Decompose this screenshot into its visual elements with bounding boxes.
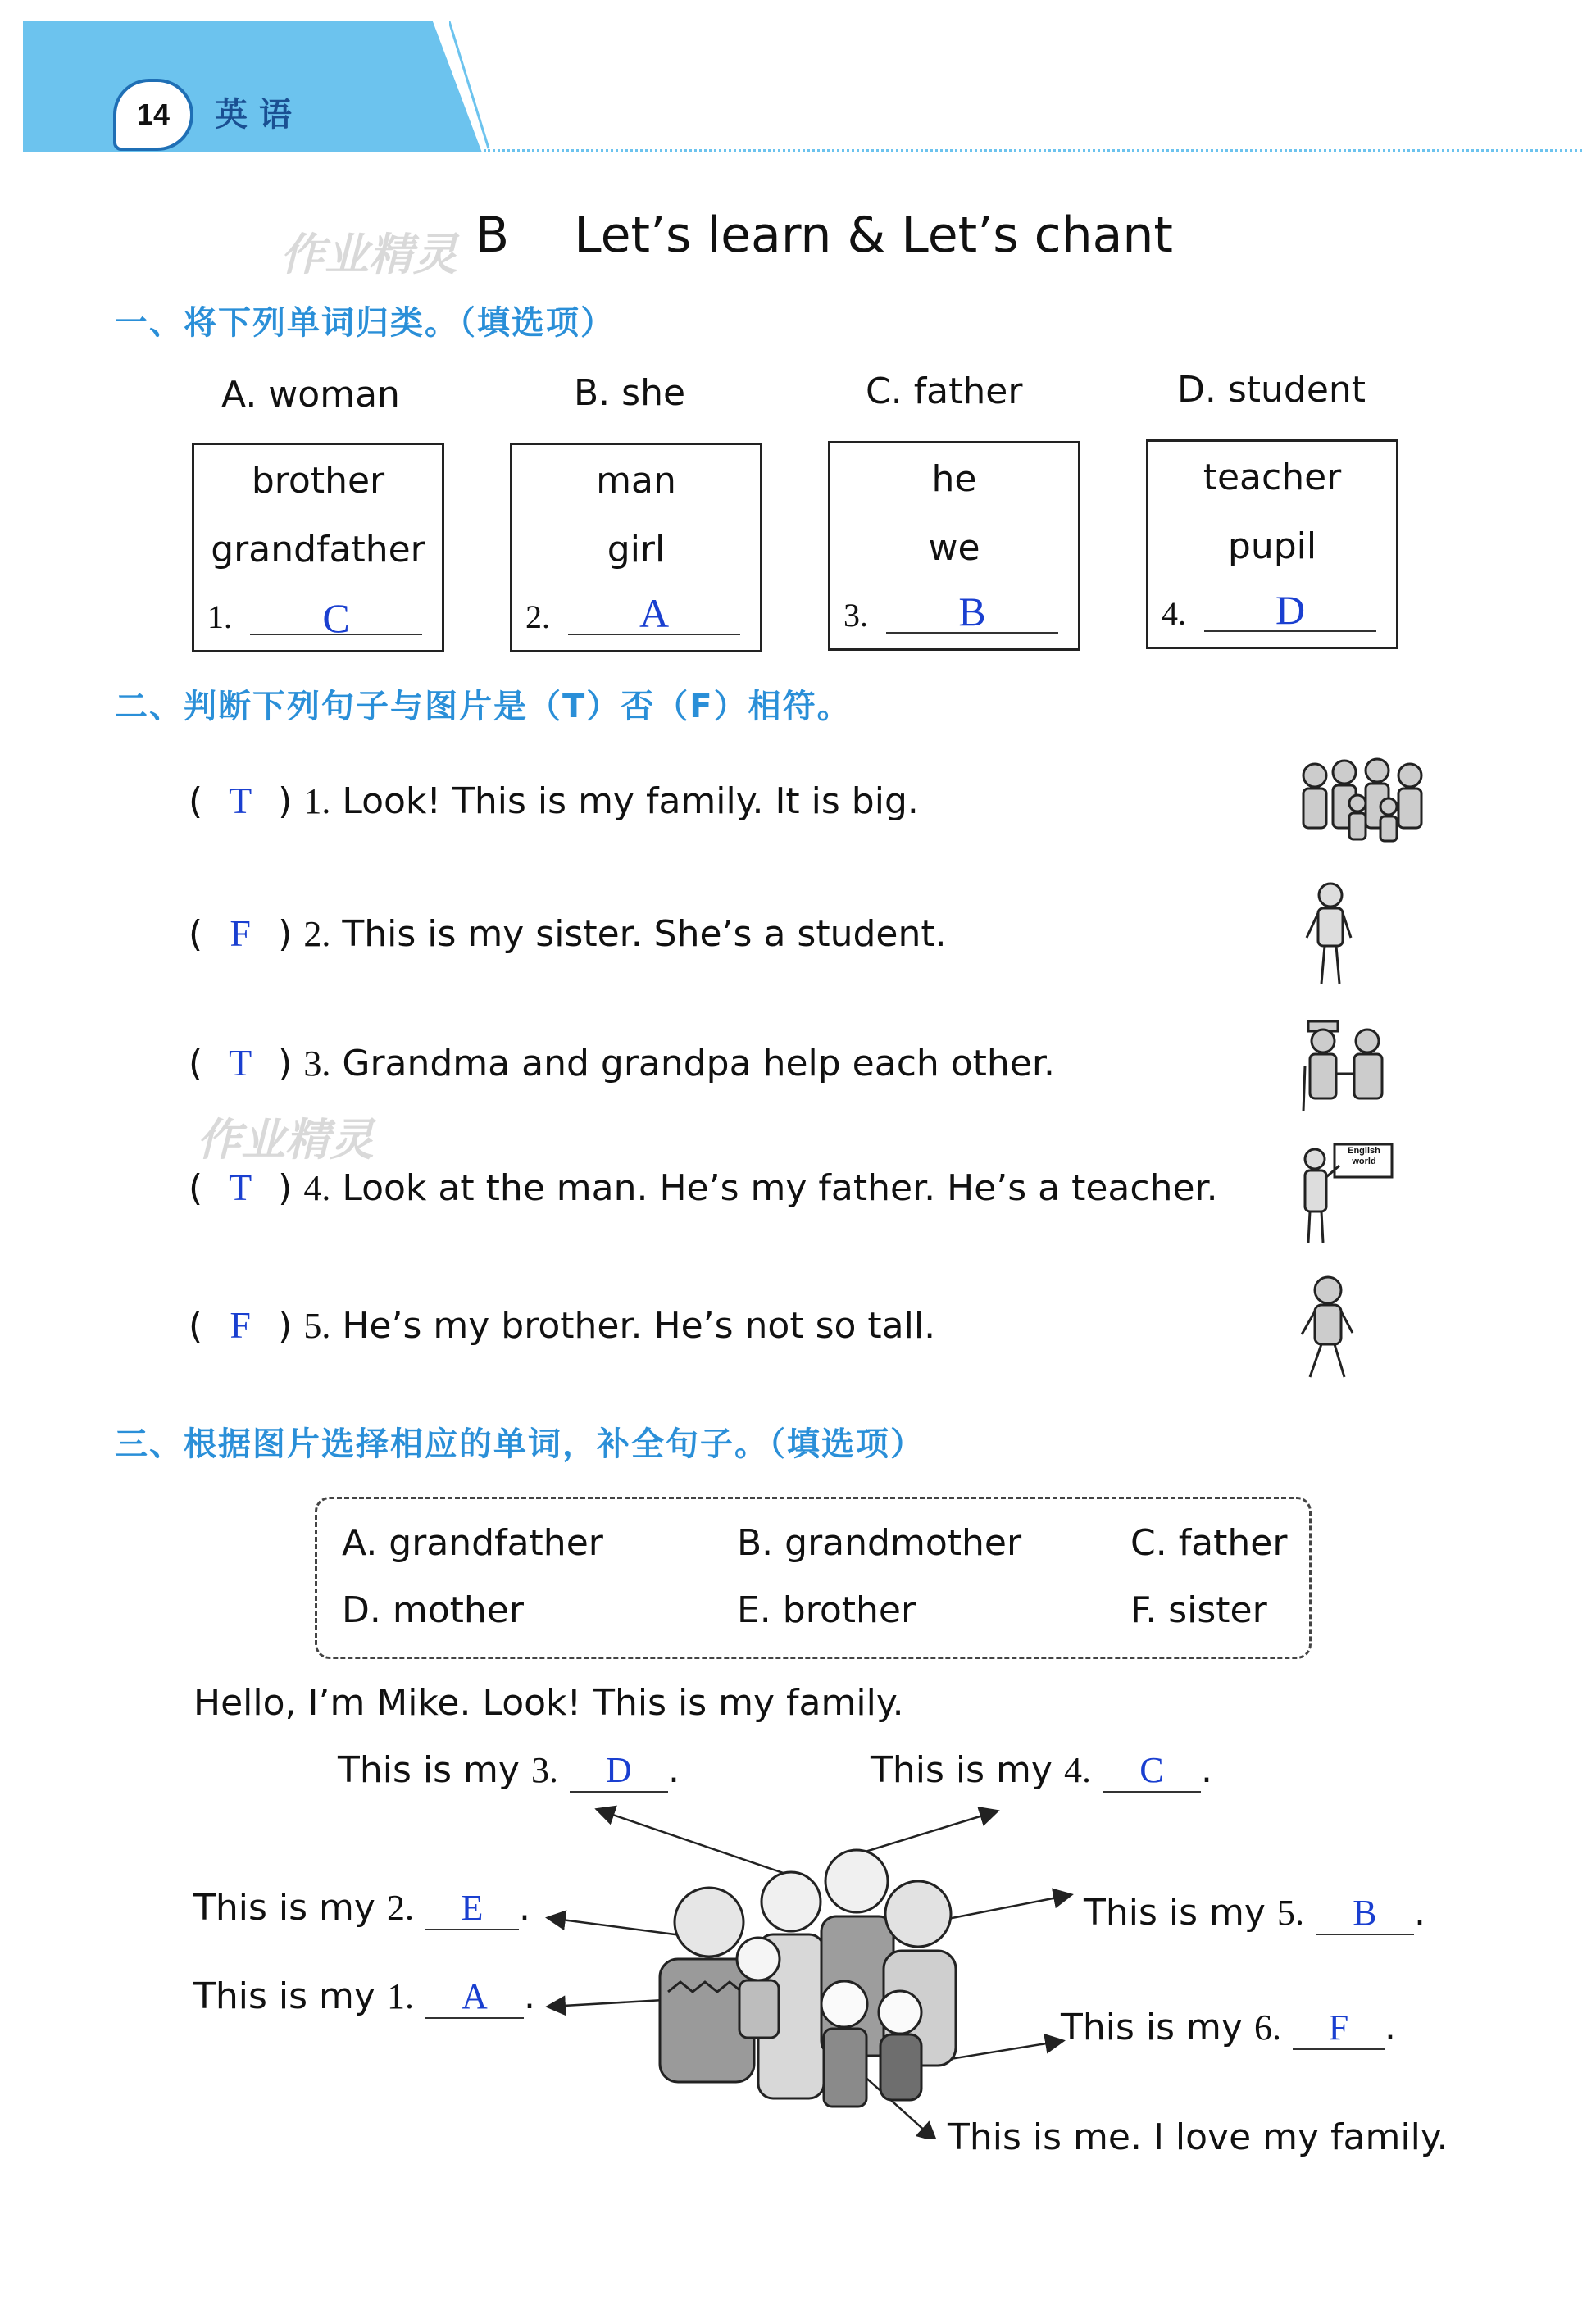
section3-heading: 三、根据图片选择相应的单词，补全句子。（填选项）	[115, 1425, 925, 1463]
period: .	[1384, 2007, 1396, 2048]
paren-open: (	[189, 1305, 203, 1347]
paren-close: )	[278, 1167, 293, 1209]
title-text: Let’s learn & Let’s chant	[574, 207, 1173, 264]
answer-blank[interactable]	[1204, 586, 1376, 632]
box-number: 4.	[1162, 595, 1186, 632]
judge-answer[interactable]: T	[229, 780, 252, 821]
sentence-prefix: This is my	[193, 1975, 375, 2017]
answer-blank[interactable]	[425, 1887, 519, 1930]
answer-text: F	[1328, 2007, 1349, 2048]
period: .	[523, 1975, 535, 2017]
judge-item	[189, 1041, 1055, 1084]
item-number: 1.	[303, 781, 331, 821]
title-letter: B	[475, 207, 510, 264]
sentence-prefix: This is my	[1084, 1892, 1266, 1934]
answer-blank[interactable]	[1293, 2007, 1385, 2050]
box-number: 3.	[843, 597, 868, 634]
answer-text: D	[606, 1750, 632, 1790]
answer-text: B	[1353, 1893, 1377, 1933]
section2-heading: 二、判断下列句子与图片是（T）否（F）相符。	[115, 688, 852, 725]
answer-blank[interactable]	[425, 1975, 524, 2019]
box-word: he	[931, 458, 977, 500]
answer-text: C	[1139, 1750, 1164, 1790]
item-text: Look at the man. He’s my father. He’s a teacher.	[342, 1167, 1218, 1209]
category-label: D. student	[1177, 369, 1366, 411]
box-word: pupil	[1227, 525, 1317, 567]
box-word: grandfather	[211, 529, 425, 570]
family-blank	[1061, 2007, 1396, 2050]
girl-walking-picture	[1295, 1272, 1361, 1384]
blank-number: 2.	[386, 1888, 414, 1928]
header-dotted-line	[484, 138, 1582, 152]
paren-close: )	[278, 780, 293, 822]
subject-label: 英 语	[215, 96, 292, 134]
box-word: man	[596, 460, 676, 502]
judge-item	[189, 779, 919, 822]
sentence-prefix: This is my	[338, 1749, 520, 1791]
sentence-prefix: This is my	[1061, 2007, 1243, 2048]
judge-item	[189, 911, 947, 955]
judge-item	[189, 1303, 935, 1347]
word-box	[828, 441, 1080, 651]
intro-sentence: Hello, I’m Mike. Look! This is my family.	[193, 1682, 904, 1724]
box-word: brother	[251, 460, 385, 502]
answer-text: A	[462, 1976, 488, 2016]
answer-text: A	[639, 590, 670, 636]
answer-text: D	[1275, 587, 1306, 633]
item-number: 2.	[303, 914, 331, 954]
family-blank	[193, 1887, 530, 1930]
box-word: we	[928, 527, 980, 569]
family-blank	[871, 1749, 1212, 1793]
item-number: 4.	[303, 1168, 331, 1208]
answer-blank[interactable]	[568, 589, 740, 635]
watermark-text: 作业精灵	[197, 1114, 374, 1166]
section1-heading: 一、将下列单词归类。（填选项）	[115, 304, 615, 342]
closing-sentence: This is me. I love my family.	[948, 2116, 1448, 2158]
family-group-picture	[1297, 752, 1428, 851]
answer-blank[interactable]	[250, 594, 422, 641]
judge-answer[interactable]: T	[229, 1166, 252, 1208]
word-box	[510, 443, 762, 652]
item-text: He’s my brother. He’s not so tall.	[342, 1305, 936, 1347]
page-number-badge	[113, 79, 193, 151]
judge-answer[interactable]: T	[229, 1042, 252, 1084]
watermark-text: 作业精灵	[280, 229, 457, 280]
judge-answer[interactable]: F	[230, 1304, 251, 1346]
header-diagonal	[449, 21, 498, 152]
option-item: A. grandfather	[342, 1522, 603, 1564]
judge-item	[189, 1166, 1218, 1209]
family-blank	[338, 1749, 680, 1793]
family-blank	[193, 1975, 535, 2019]
option-item: B. grandmother	[737, 1522, 1022, 1564]
family-blank	[1084, 1892, 1425, 1935]
sentence-prefix: This is my	[193, 1887, 375, 1929]
teacher-board-picture	[1297, 1141, 1395, 1248]
answer-text: C	[322, 595, 350, 641]
period: .	[1413, 1892, 1425, 1934]
box-word: girl	[607, 529, 666, 570]
board-text: English world	[1348, 1146, 1380, 1166]
item-text: Grandma and grandpa help each other.	[342, 1043, 1055, 1084]
grandparents-picture	[1298, 1016, 1397, 1115]
item-text: This is my sister. She’s a student.	[342, 913, 947, 955]
paren-close: )	[278, 913, 293, 955]
paren-open: (	[189, 913, 203, 955]
blank-number: 1.	[386, 1976, 414, 2016]
box-word: teacher	[1203, 457, 1342, 498]
period: .	[667, 1749, 680, 1791]
period: .	[518, 1887, 530, 1929]
word-box	[192, 443, 444, 652]
blank-number: 5.	[1276, 1893, 1304, 1933]
item-text: Look! This is my family. It is big.	[342, 780, 919, 822]
paren-close: )	[278, 1043, 293, 1084]
boy-student-picture	[1302, 880, 1359, 990]
paren-open: (	[189, 780, 203, 822]
category-label: A. woman	[221, 374, 400, 416]
word-box	[1146, 439, 1398, 649]
item-number: 5.	[303, 1306, 331, 1346]
sentence-prefix: This is my	[871, 1749, 1053, 1791]
option-item: F. sister	[1130, 1589, 1267, 1631]
blank-number: 6.	[1253, 2007, 1281, 2048]
answer-text: B	[958, 589, 986, 634]
answer-blank[interactable]	[886, 588, 1058, 634]
answer-blank[interactable]	[1103, 1749, 1201, 1793]
option-item: E. brother	[737, 1589, 916, 1631]
page-title	[475, 207, 1173, 264]
answer-text: E	[461, 1888, 484, 1928]
category-label: C. father	[866, 370, 1023, 412]
family-illustration	[525, 1795, 1098, 2139]
period: .	[1200, 1749, 1212, 1791]
answer-blank[interactable]	[1316, 1892, 1414, 1935]
paren-open: (	[189, 1043, 203, 1084]
category-label: B. she	[574, 372, 686, 414]
blank-number: 3.	[530, 1750, 558, 1790]
option-item: D. mother	[342, 1589, 524, 1631]
judge-answer[interactable]: F	[230, 912, 251, 954]
answer-blank[interactable]	[570, 1749, 668, 1793]
box-number: 1.	[207, 598, 232, 635]
box-number: 2.	[525, 598, 550, 635]
paren-close: )	[278, 1305, 293, 1347]
option-item: C. father	[1130, 1522, 1288, 1564]
page-number: 14	[136, 98, 171, 131]
options-box	[315, 1497, 1312, 1659]
item-number: 3.	[303, 1043, 331, 1084]
blank-number: 4.	[1063, 1750, 1091, 1790]
paren-open: (	[189, 1167, 203, 1209]
